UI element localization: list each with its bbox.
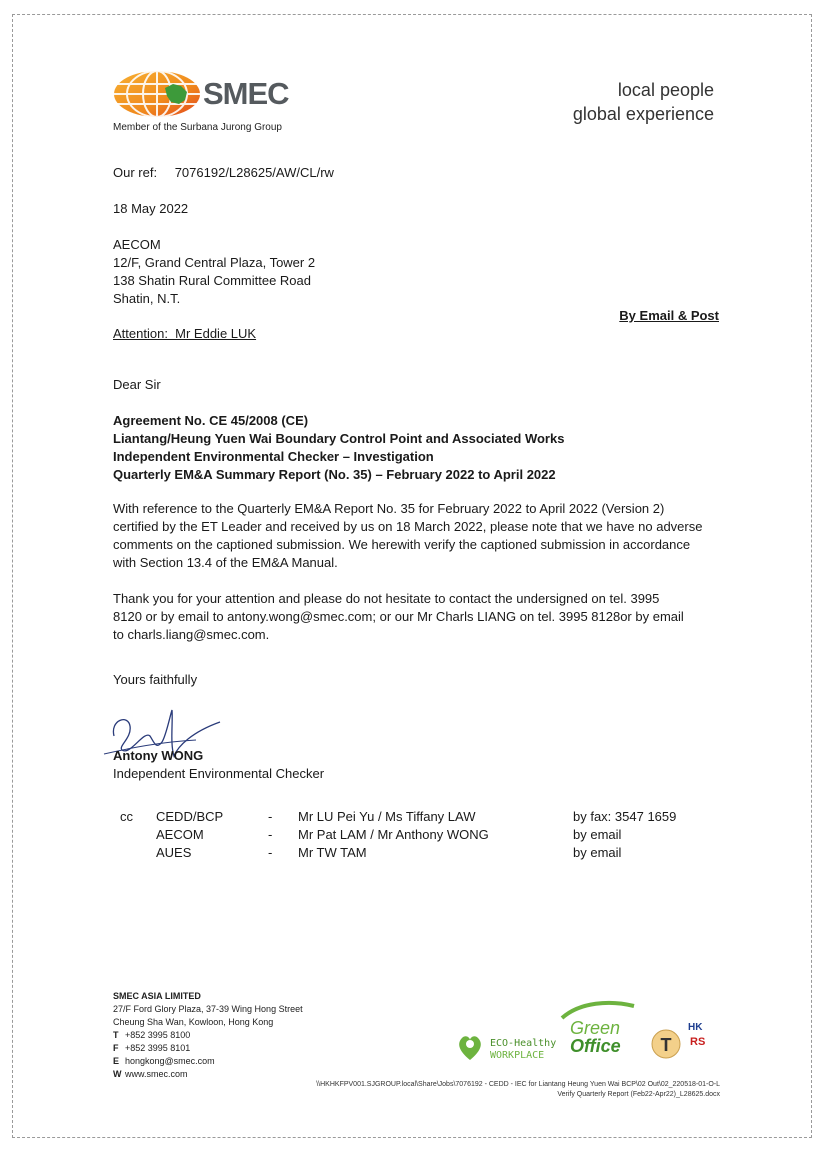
salutation: Dear Sir <box>113 377 161 392</box>
subject-line: Independent Environmental Checker – Investigation <box>113 449 434 464</box>
company-wordmark: SMEC <box>203 76 289 111</box>
footer-tel <box>113 1029 303 1042</box>
footer-email <box>113 1055 303 1068</box>
footer-fax <box>113 1042 303 1055</box>
page-border <box>12 14 812 1138</box>
subject-line: Agreement No. CE 45/2008 (CE) <box>113 413 309 428</box>
paragraph-1 <box>113 500 702 572</box>
badge-hk-text: HK <box>688 1022 703 1033</box>
recipient-line: AECOM <box>113 237 161 252</box>
our-ref-value: 7076192/L28625/AW/CL/rw <box>174 165 334 180</box>
eco-heart-icon <box>456 1030 484 1064</box>
email-value: hongkong@smec.com <box>125 1056 215 1066</box>
paragraph-line: Thank you for your attention and please do not hesitate to contact the undersigned on tel. 3995 <box>113 591 660 606</box>
certification-badges <box>456 1000 720 1070</box>
subject-line: Liantang/Heung Yuen Wai Boundary Control Point and Associated Works <box>113 431 565 446</box>
file-path-line: \\HKHKFPV001.SJGROUP.local\Share\Jobs\7076192 - CEDD - IEC for Liantang Heung Yuen Wai BCP\02 Out\02_220518-01-O-L <box>316 1081 720 1088</box>
footer-web <box>113 1068 303 1081</box>
paragraph-line: certified by the ET Leader and received by us on 18 March 2022, please note that we have no adverse <box>113 519 703 534</box>
signatory-name: Antony WONG <box>113 748 204 763</box>
footer-company: SMEC ASIA LIMITED <box>113 991 201 1001</box>
delivery-method: By Email & Post <box>619 308 719 323</box>
tel-label: T <box>113 1030 119 1040</box>
paragraph-line: With reference to the Quarterly EM&A Report No. 35 for February 2022 to April 2022 (Version 2) <box>113 501 665 516</box>
cc-dash: - <box>268 845 273 860</box>
subject-line: Quarterly EM&A Summary Report (No. 35) – February 2022 to April 2022 <box>113 467 556 482</box>
file-path-line: Verify Quarterly Report (Feb22-Apr22)_L28625.docx <box>557 1091 720 1098</box>
badge-green-text: Green <box>570 1018 621 1038</box>
letter-date: 18 May 2022 <box>113 201 189 216</box>
paragraph-line: with Section 13.4 of the EM&A Manual. <box>113 555 338 570</box>
footer-contact <box>113 990 303 1081</box>
cc-org: CEDD/BCP <box>156 809 224 824</box>
cc-method: by email <box>573 845 622 860</box>
cc-method: by fax: 3547 1659 <box>573 809 677 824</box>
recipient-address <box>113 236 315 308</box>
recipient-line: 12/F, Grand Central Plaza, Tower 2 <box>113 255 316 270</box>
badge-office-text: Office <box>570 1036 621 1056</box>
web-label: W <box>113 1069 122 1079</box>
badge-rs-text: RS <box>690 1036 706 1048</box>
closing: Yours faithfully <box>113 672 198 687</box>
badge-workplace-text: WORKPLACE <box>490 1050 545 1061</box>
footer-address: 27/F Ford Glory Plaza, 37-39 Wing Hong Street <box>113 1004 303 1014</box>
our-ref <box>113 164 334 182</box>
web-value: www.smec.com <box>125 1069 188 1079</box>
green-office-swoosh-icon <box>560 1000 636 1020</box>
signatory-title: Independent Environmental Checker <box>113 766 325 781</box>
attention-line: Attention: Mr Eddie LUK <box>113 326 257 341</box>
tagline-line-1: local people <box>617 80 714 100</box>
email-label: E <box>113 1056 120 1066</box>
tel-value: +852 3995 8100 <box>125 1030 191 1040</box>
badge-eco-text: ECO-Healthy <box>490 1038 557 1049</box>
fax-value: +852 3995 8101 <box>125 1043 191 1053</box>
tagline <box>573 78 714 126</box>
paragraph-line: to charls.liang@smec.com. <box>113 627 270 642</box>
fax-label: F <box>113 1043 119 1053</box>
tagline-line-2: global experience <box>572 104 714 124</box>
cc-names: Mr TW TAM <box>298 845 367 860</box>
cc-org: AECOM <box>156 827 204 842</box>
svg-text:T: T <box>660 1035 672 1055</box>
globe-icon <box>113 70 201 118</box>
paragraph-line: comments on the captioned submission. We herewith verify the captioned submission in accordance <box>113 537 691 552</box>
cc-names: Mr LU Pei Yu / Ms Tiffany LAW <box>298 809 476 824</box>
cc-dash: - <box>268 809 273 824</box>
footer-address: Cheung Sha Wan, Kowloon, Hong Kong <box>113 1017 274 1027</box>
smec-logo <box>113 70 303 134</box>
cc-dash: - <box>268 827 273 842</box>
paragraph-2 <box>113 590 684 644</box>
recipient-line: Shatin, N.T. <box>113 291 181 306</box>
our-ref-label: Our ref: <box>113 165 158 180</box>
cc-method: by email <box>573 827 622 842</box>
cc-label: cc <box>120 809 133 824</box>
file-path <box>316 1080 720 1100</box>
cc-names: Mr Pat LAM / Mr Anthony WONG <box>298 827 489 842</box>
recipient-line: 138 Shatin Rural Committee Road <box>113 273 311 288</box>
cc-org: AUES <box>156 845 192 860</box>
paragraph-line: 8120 or by email to antony.wong@smec.com; or our Mr Charls LIANG on tel. 3995 8128or by email <box>113 609 684 624</box>
member-line: Member of the Surbana Jurong Group <box>113 122 282 133</box>
subject-block <box>113 412 564 484</box>
t-badge-icon <box>650 1024 682 1064</box>
